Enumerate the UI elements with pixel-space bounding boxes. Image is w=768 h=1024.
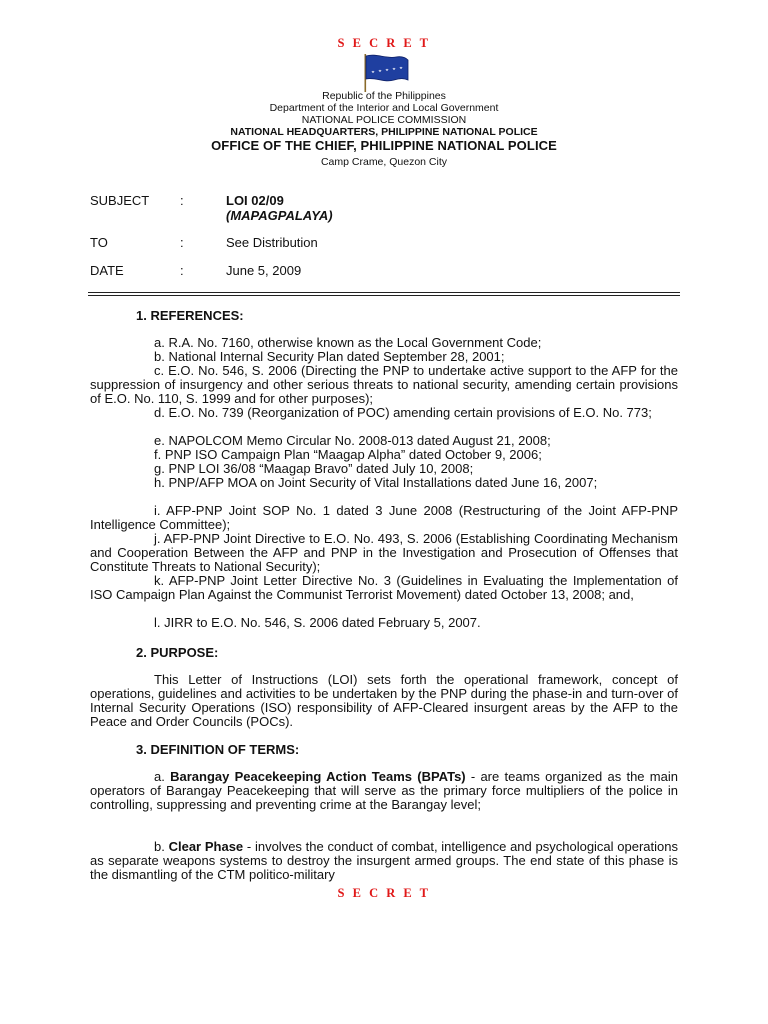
reference-k: k. AFP-PNP Joint Letter Directive No. 3 (Guidelines in Evaluating the Implementation of ISO Campaign Plan Against the Communist Terrorist Movement) dated October 13, 2008; and, xyxy=(90,573,678,602)
to-colon: : xyxy=(180,235,184,250)
reference-b: b. National Internal Security Plan dated September 28, 2001; xyxy=(154,349,505,364)
classification-top: S E C R E T xyxy=(337,36,431,50)
purpose-heading: 2. PURPOSE: xyxy=(136,645,219,660)
definition-a-text: - are teams organized as the main operators of Barangay Peacekeeping that will serve as the primary force multipliers of the police in controlling, suppressing and preventing crime at the Barangay level; xyxy=(90,769,678,812)
reference-a: a. R.A. No. 7160, otherwise known as the Local Government Code; xyxy=(154,335,542,350)
to-label: TO xyxy=(90,235,108,250)
reference-g: g. PNP LOI 36/08 “Maagap Bravo” dated July 10, 2008; xyxy=(154,461,474,476)
header-national-hq: NATIONAL HEADQUARTERS, PHILIPPINE NATIONAL POLICE xyxy=(230,126,538,138)
definition-b xyxy=(90,840,678,882)
reference-j: j. AFP-PNP Joint Directive to E.O. No. 493, S. 2006 (Establishing Coordinating Mechanism and Cooperation Between the AFP and PNP in the Investigation and Prosecution of Offenses that Constitute Threats to National Security); xyxy=(90,531,678,574)
to-value: See Distribution xyxy=(226,235,318,250)
subject-colon: : xyxy=(180,193,184,208)
header-commission: NATIONAL POLICE COMMISSION xyxy=(301,114,467,126)
date-value: June 5, 2009 xyxy=(226,263,302,278)
header-republic: Republic of the Philippines xyxy=(322,90,446,102)
subject-subtitle: (MAPAGPALAYA) xyxy=(226,208,333,223)
divider-line-1 xyxy=(88,292,680,293)
reference-l: l. JIRR to E.O. No. 546, S. 2006 dated February 5, 2007. xyxy=(154,615,481,630)
subject-label: SUBJECT xyxy=(90,193,150,208)
reference-c: c. E.O. No. 546, S. 2006 (Directing the PNP to undertake active support to the AFP for the suppression of insurgency and other serious threats to national security, amending certain provisions of E.O. No. 110, S. 1999 and for other purposes); xyxy=(90,363,678,406)
divider-line-2 xyxy=(88,295,680,296)
reference-i: i. AFP-PNP Joint SOP No. 1 dated 3 June 2008 (Restructuring of the Joint AFP-PNP Intelligence Committee); xyxy=(90,503,678,532)
header-department: Department of the Interior and Local Government xyxy=(269,102,499,114)
subject-value: LOI 02/09 xyxy=(226,193,284,208)
pnp-flag-emblem xyxy=(360,53,410,93)
reference-d: d. E.O. No. 739 (Reorganization of POC) amending certain provisions of E.O. No. 773; xyxy=(154,405,652,420)
purpose-text: This Letter of Instructions (LOI) sets forth the operational framework, concept of operations, guidelines and activities to be undertaken by the PNP during the phase-in and turn-over of Internal Security Operations (ISO) responsibility of AFP-Cleared insurgent areas by the AFP to the Peace and Order Councils (POCs). xyxy=(90,672,678,729)
definition-b-prefix: b. xyxy=(154,839,169,854)
definition-a-prefix: a. xyxy=(154,769,171,784)
header-location: Camp Crame, Quezon City xyxy=(320,156,448,168)
definitions-heading: 3. DEFINITION OF TERMS: xyxy=(136,742,300,757)
definition-b-term: Clear Phase xyxy=(168,839,244,854)
definition-b-text: - involves the conduct of combat, intelligence and psychological operations as separate weapons systems to destroy the insurgent armed groups. The end state of this phase is the dismantling of the CTM politico-military xyxy=(90,839,678,882)
date-label: DATE xyxy=(90,263,124,278)
header-office-chief: OFFICE OF THE CHIEF, PHILIPPINE NATIONAL POLICE xyxy=(211,138,557,153)
date-colon: : xyxy=(180,263,184,278)
references-heading: 1. REFERENCES: xyxy=(136,308,244,323)
reference-f: f. PNP ISO Campaign Plan “Maagap Alpha” dated October 9, 2006; xyxy=(154,447,542,462)
reference-e: e. NAPOLCOM Memo Circular No. 2008-013 dated August 21, 2008; xyxy=(154,433,551,448)
definition-a-term: Barangay Peacekeeping Action Teams (BPATs) xyxy=(170,769,466,784)
reference-h: h. PNP/AFP MOA on Joint Security of Vital Installations dated June 16, 2007; xyxy=(154,475,598,490)
definition-a xyxy=(90,770,678,812)
classification-bottom: S E C R E T xyxy=(337,886,431,900)
